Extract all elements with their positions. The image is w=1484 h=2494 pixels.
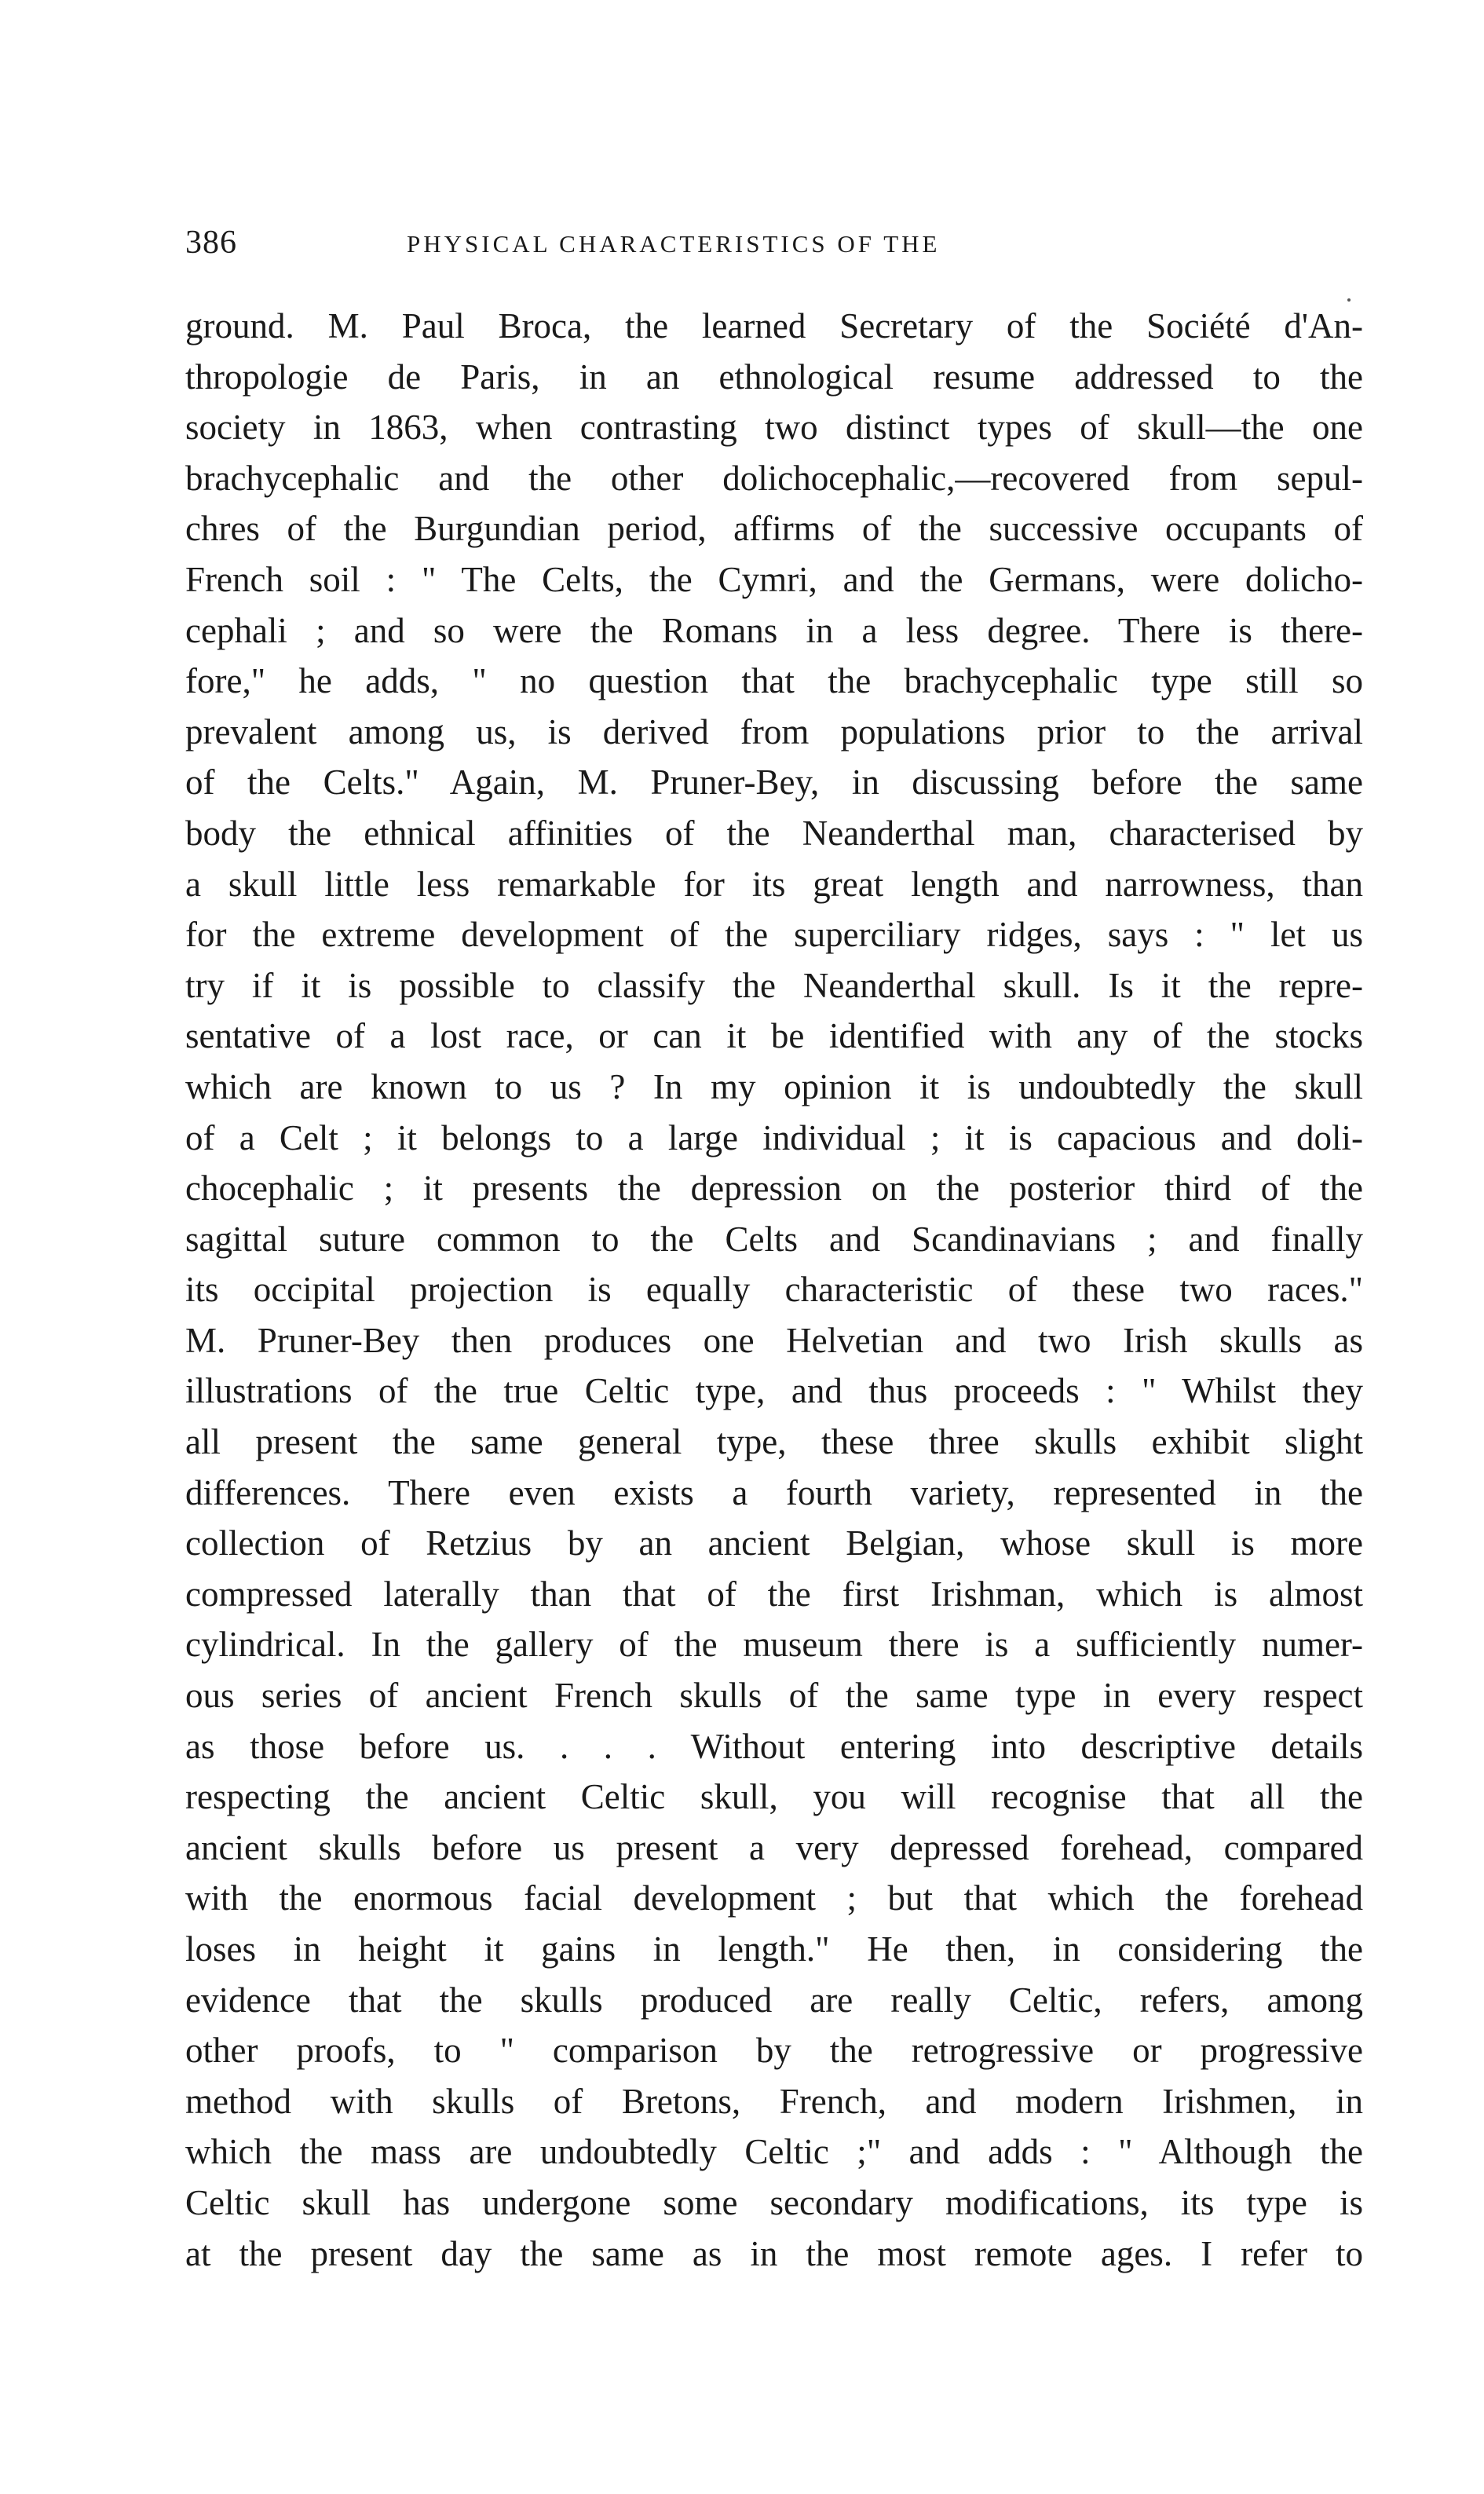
text-line: loses in height it gains in length." He then, in considering the — [185, 1929, 1363, 1969]
text-line: compressed laterally than that of the first Irishman, which is almost — [185, 1574, 1363, 1614]
text-line: prevalent among us, is derived from populations prior to the arrival — [185, 711, 1363, 751]
text-line: sagittal suture common to the Celts and Scandinavians ; and finally — [185, 1219, 1363, 1259]
text-line: illustrations of the true Celtic type, and thus proceeds : " Whilst they — [185, 1371, 1363, 1411]
text-line: ancient skulls before us present a very depressed forehead, compared — [185, 1827, 1363, 1867]
text-line: French soil : " The Celts, the Cymri, and the Germans, were dolicho- — [185, 559, 1363, 599]
text-line: other proofs, to " comparison by the retrogressive or progressive — [185, 2031, 1363, 2071]
text-line: chres of the Burgundian period, affirms of the successive occupants of — [185, 509, 1363, 549]
text-line: of a Celt ; it belongs to a large individual ; it is capacious and doli- — [185, 1117, 1363, 1157]
text-line: ground. M. Paul Broca, the learned Secretary of the Société d'An- — [185, 306, 1363, 346]
text-line: fore," he adds, " no question that the brachycephalic type still so — [185, 661, 1363, 701]
body-text — [185, 301, 1363, 2279]
text-line: respecting the ancient Celtic skull, you will recognise that all the — [185, 1777, 1363, 1817]
text-line: cephali ; and so were the Romans in a less degree. There is there- — [185, 610, 1363, 650]
text-line: sentative of a lost race, or can it be identified with any of the stocks — [185, 1016, 1363, 1056]
text-line: collection of Retzius by an ancient Belgian, whose skull is more — [185, 1523, 1363, 1563]
text-line: its occipital projection is equally characteristic of these two races." — [185, 1270, 1363, 1310]
text-line: a skull little less remarkable for its great length and narrowness, than — [185, 864, 1363, 904]
text-line: thropologie de Paris, in an ethnological resume addressed to the — [185, 357, 1363, 397]
text-line: M. Pruner-Bey then produces one Helvetian and two Irish skulls as — [185, 1320, 1363, 1360]
text-line: brachycephalic and the other dolichocephalic,—recovered from sepul- — [185, 458, 1363, 498]
running-head — [185, 224, 1363, 263]
text-line: which are known to us ? In my opinion it is undoubtedly the skull — [185, 1066, 1363, 1106]
text-line: evidence that the skulls produced are really Celtic, refers, among — [185, 1980, 1363, 2020]
text-line: chocephalic ; it presents the depression on the posterior third of the — [185, 1168, 1363, 1209]
page-number: 386 — [185, 225, 237, 261]
text-line: try if it is possible to classify the Neanderthal skull. Is it the repre- — [185, 965, 1363, 1005]
text-line: body the ethnical affinities of the Neanderthal man, characterised by — [185, 813, 1363, 853]
text-line: as those before us. . . . Without entering into descriptive details — [185, 1726, 1363, 1766]
text-line: method with skulls of Bretons, French, and modern Irishmen, in — [185, 2081, 1363, 2121]
text-line: ous series of ancient French skulls of the same type in every respect — [185, 1676, 1363, 1716]
running-title: PHYSICAL CHARACTERISTICS OF THE — [407, 230, 941, 258]
text-line: with the enormous facial development ; but that which the forehead — [185, 1878, 1363, 1918]
text-line: for the extreme development of the superciliary ridges, says : " let us — [185, 915, 1363, 955]
text-line: which the mass are undoubtedly Celtic ;" and adds : " Although the — [185, 2132, 1363, 2172]
text-line: at the present day the same as in the most remote ages. I refer to — [185, 2233, 1363, 2273]
text-line: cylindrical. In the gallery of the museum there is a sufficiently numer- — [185, 1625, 1363, 1665]
text-line: all present the same general type, these three skulls exhibit slight — [185, 1422, 1363, 1462]
text-line: Celtic skull has undergone some secondary modifications, its type is — [185, 2182, 1363, 2222]
text-line: society in 1863, when contrasting two distinct types of skull—the one — [185, 408, 1363, 448]
text-line: of the Celts." Again, M. Pruner-Bey, in discussing before the same — [185, 762, 1363, 803]
text-line: differences. There even exists a fourth variety, represented in the — [185, 1472, 1363, 1512]
